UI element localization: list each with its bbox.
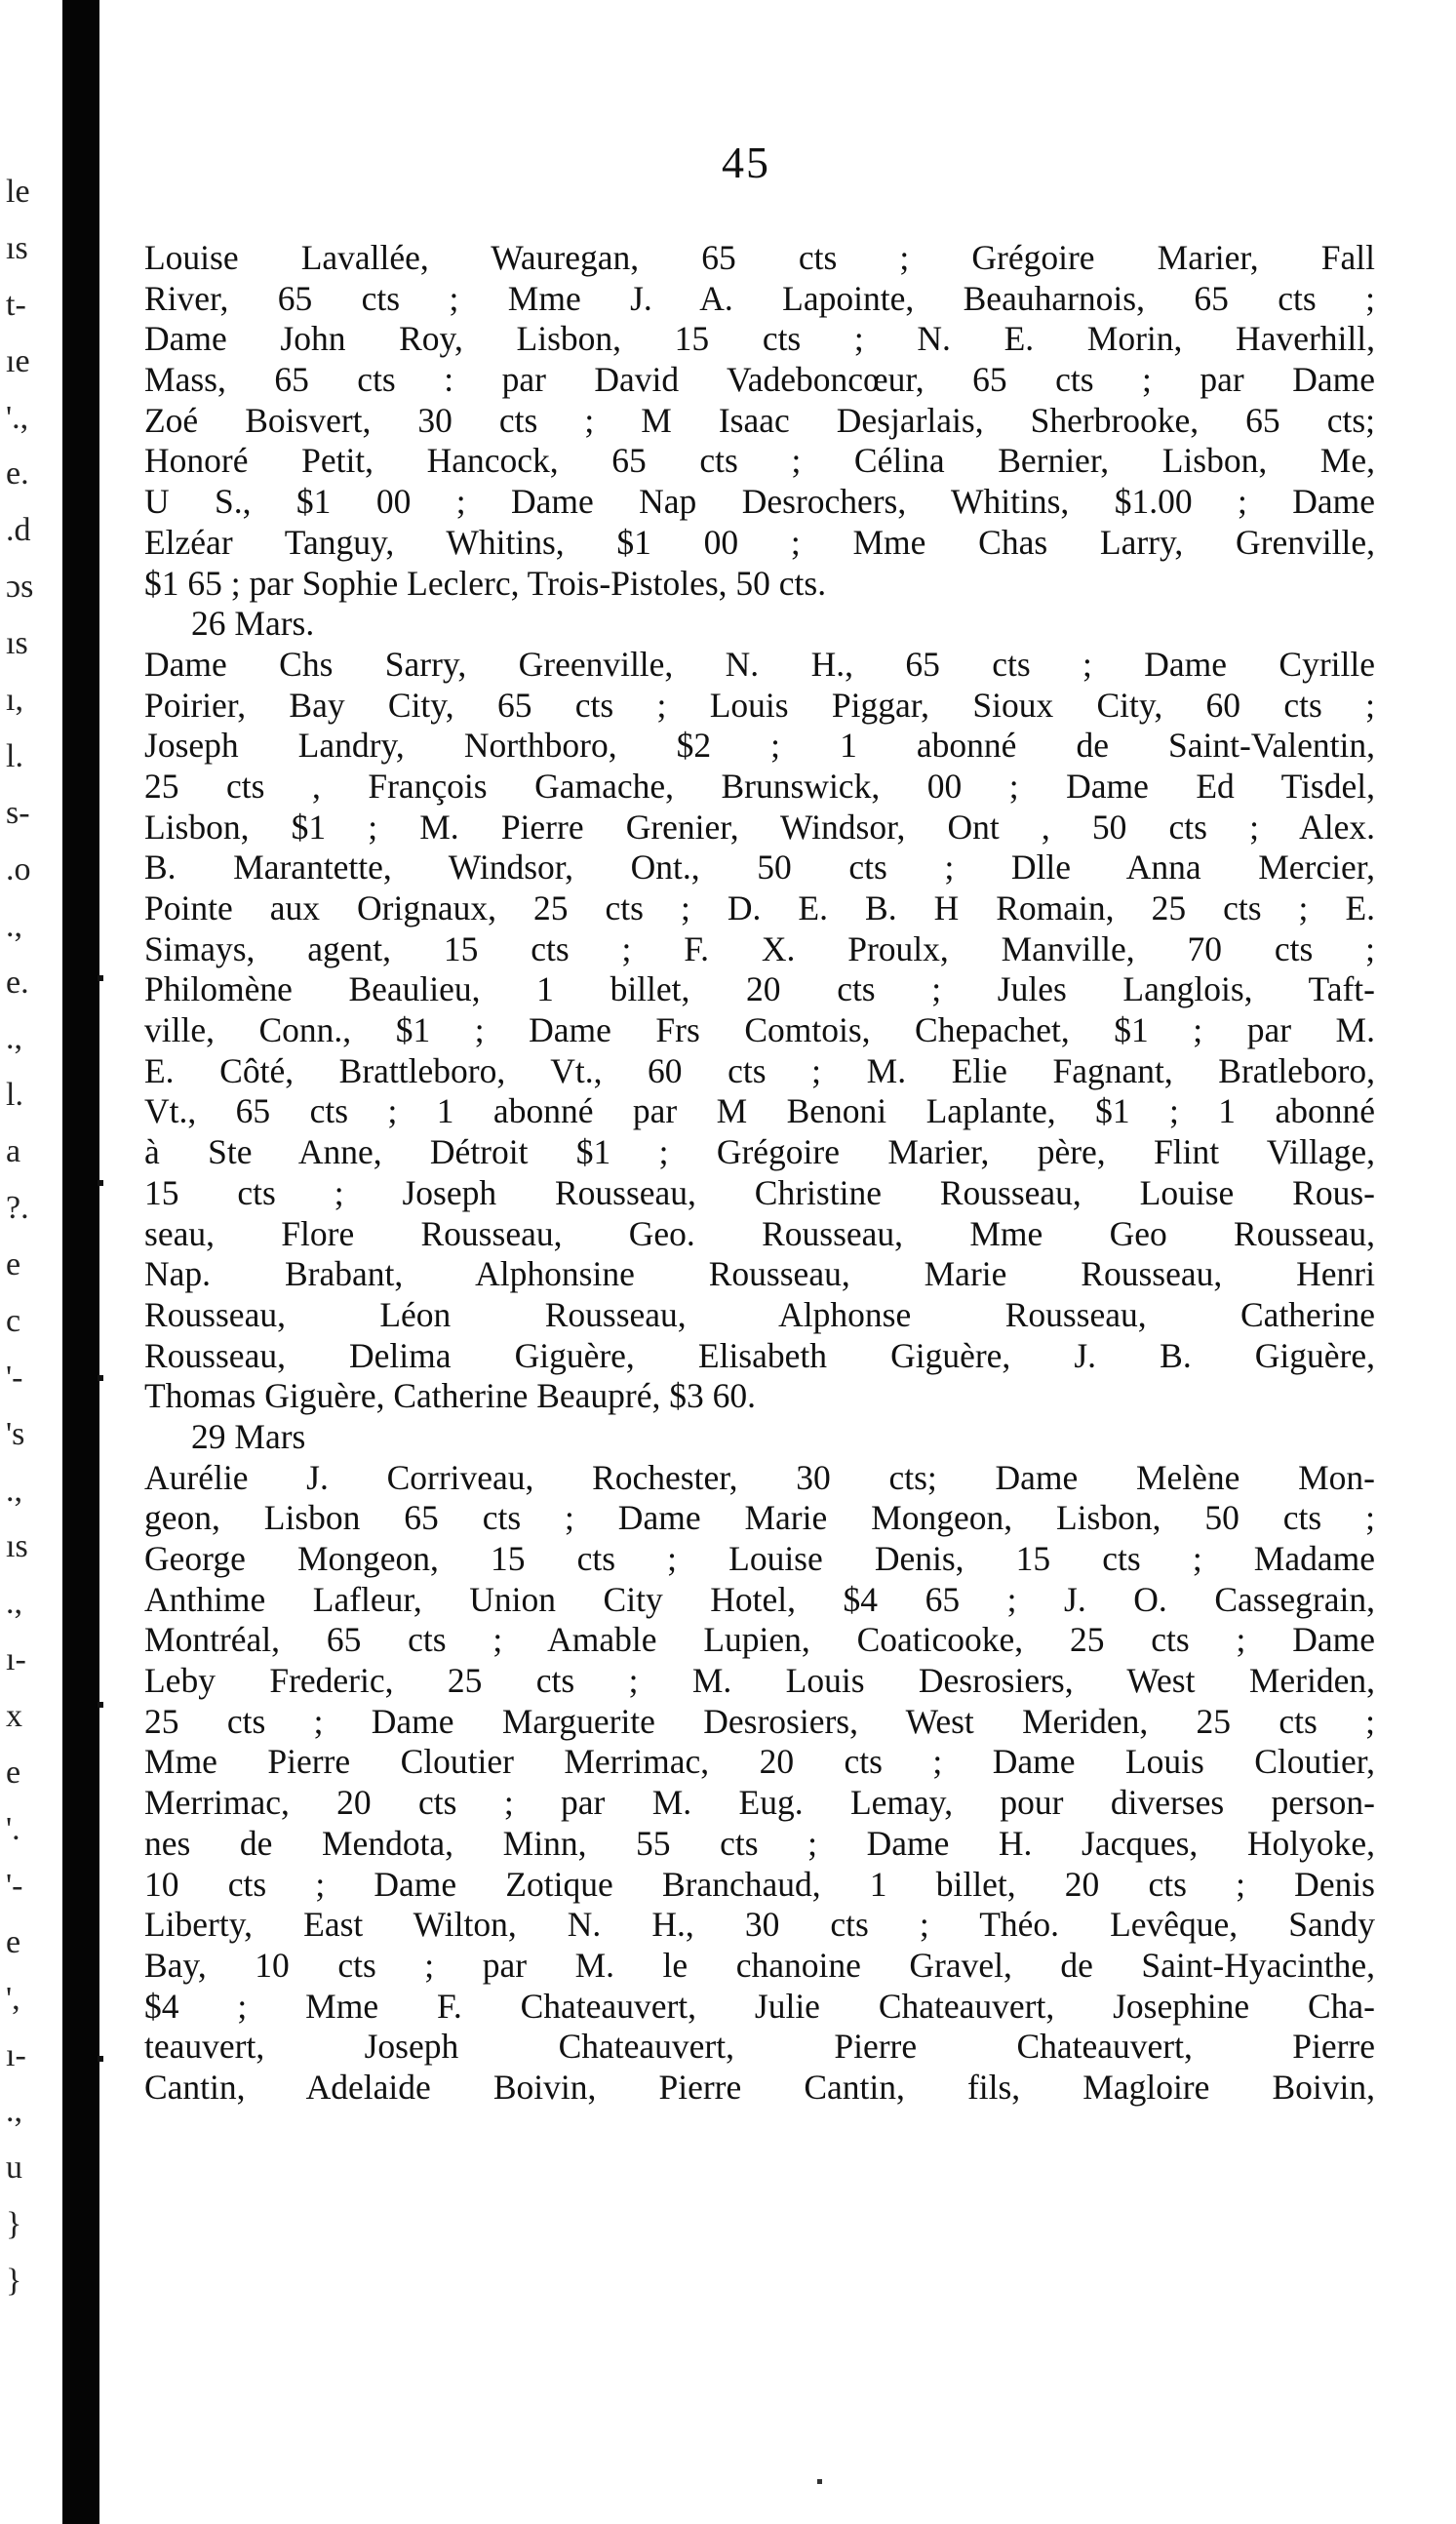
text-line: Cantin, Adelaide Boivin, Pierre Cantin, fils, Magloire Boivin, xyxy=(144,2067,1375,2107)
text-line: Zoé Boisvert, 30 cts ; M Isaac Desjarlais, Sherbrooke, 65 cts; xyxy=(144,400,1375,440)
text-line: Dame Chs Sarry, Greenville, N. H., 65 cts ; Dame Cyrille xyxy=(144,644,1375,684)
text-line: Aurélie J. Corriveau, Rochester, 30 cts; Dame Melène Mon- xyxy=(144,1457,1375,1497)
margin-fragment: s- xyxy=(6,795,30,831)
margin-fragment: .o xyxy=(6,851,31,887)
text-line: Dame John Roy, Lisbon, 15 cts ; N. E. Morin, Haverhill, xyxy=(144,319,1375,359)
text-line: George Mongeon, 15 cts ; Louise Denis, 15 cts ; Madame xyxy=(144,1539,1375,1578)
text-line: B. Marantette, Windsor, Ont., 50 cts ; Dlle Anna Mercier, xyxy=(144,848,1375,887)
margin-fragment: } xyxy=(6,2263,22,2299)
margin-fragment: ., xyxy=(6,2093,22,2129)
margin-fragment: ɔs xyxy=(6,569,34,605)
margin-fragment: ., xyxy=(6,1473,22,1509)
text-line: U S., $1 00 ; Dame Nap Desrochers, Whitins, $1.00 ; Dame xyxy=(144,482,1375,522)
text-line: Thomas Giguère, Catherine Beaupré, $3 60. xyxy=(144,1376,756,1416)
margin-fragment: ı- xyxy=(6,2037,26,2073)
margin-fragment: x xyxy=(6,1698,22,1734)
text-line: River, 65 cts ; Mme J. A. Lapointe, Beauharnois, 65 cts ; xyxy=(144,278,1375,318)
text-line: Rousseau, Delima Giguère, Elisabeth Giguère, J. B. Giguère, xyxy=(144,1335,1375,1375)
text-line: Liberty, East Wilton, N. H., 30 cts ; Théo. Levêque, Sandy xyxy=(144,1905,1375,1945)
margin-fragment: '- xyxy=(6,1868,23,1904)
text-line: Leby Frederic, 25 cts ; M. Louis Desrosiers, West Meriden, xyxy=(144,1661,1375,1701)
margin-fragment: l. xyxy=(6,1077,23,1113)
text-line: seau, Flore Rousseau, Geo. Rousseau, Mme Geo Rousseau, xyxy=(144,1213,1375,1253)
text-line: Lisbon, $1 ; M. Pierre Grenier, Windsor, Ont , 50 cts ; Alex. xyxy=(144,807,1375,847)
text-line: 25 cts , François Gamache, Brunswick, 00 ; Dame Ed Tisdel, xyxy=(144,766,1375,806)
margin-fragment: 's xyxy=(6,1416,25,1452)
margin-fragment: ıs xyxy=(6,1528,28,1564)
margin-fragment: e. xyxy=(6,965,29,1001)
margin-fragment: ., xyxy=(6,1585,22,1621)
margin-fragment: e xyxy=(6,1755,21,1791)
text-line: Honoré Petit, Hancock, 65 cts ; Célina Bernier, Lisbon, Me, xyxy=(144,441,1375,481)
text-line: 25 cts ; Dame Marguerite Desrosiers, West Meriden, 25 cts ; xyxy=(144,1701,1375,1741)
margin-fragment: ', xyxy=(6,1981,20,2017)
margin-fragment: } xyxy=(6,2206,22,2242)
margin-fragment: ?. xyxy=(6,1190,29,1226)
text-line: Anthime Lafleur, Union City Hotel, $4 65 ; J. O. Cassegrain, xyxy=(144,1579,1375,1619)
text-line: Pointe aux Orignaux, 25 cts ; D. E. B. H Romain, 25 cts ; E. xyxy=(144,888,1375,927)
text-line: Montréal, 65 cts ; Amable Lupien, Coaticooke, 25 cts ; Dame xyxy=(144,1620,1375,1660)
margin-fragment: '. xyxy=(6,1811,20,1847)
text-line: ville, Conn., $1 ; Dame Frs Comtois, Chepachet, $1 ; par M. xyxy=(144,1010,1375,1050)
text-line: geon, Lisbon 65 cts ; Dame Marie Mongeon, Lisbon, 50 cts ; xyxy=(144,1498,1375,1538)
text-line: E. Côté, Brattleboro, Vt., 60 cts ; M. Elie Fagnant, Bratleboro, xyxy=(144,1050,1375,1090)
facing-page-margin-fragments xyxy=(0,176,68,2321)
text-line: à Ste Anne, Détroit $1 ; Grégoire Marier, père, Flint Village, xyxy=(144,1132,1375,1172)
text-line: Mass, 65 cts : par David Vadeboncœur, 65 cts ; par Dame xyxy=(144,360,1375,400)
margin-fragment: e xyxy=(6,1246,21,1282)
margin-fragment: c xyxy=(6,1303,21,1339)
margin-fragment: a xyxy=(6,1133,21,1169)
date-heading: 26 Mars. xyxy=(191,604,315,644)
margin-fragment: '- xyxy=(6,1360,23,1396)
margin-fragment: le xyxy=(6,174,30,210)
text-line: Nap. Brabant, Alphonsine Rousseau, Marie Rousseau, Henri xyxy=(144,1254,1375,1294)
margin-fragment: ., xyxy=(6,1020,22,1056)
donation-list-text xyxy=(144,238,1375,2109)
margin-fragment: ı, xyxy=(6,682,23,718)
text-line: Joseph Landry, Northboro, $2 ; 1 abonné de Saint-Valentin, xyxy=(144,726,1375,766)
text-line: Bay, 10 cts ; par M. le chanoine Gravel, de Saint-Hyacinthe, xyxy=(144,1945,1375,1985)
margin-fragment: .d xyxy=(6,512,31,548)
text-line: teauvert, Joseph Chateauvert, Pierre Chateauvert, Pierre xyxy=(144,2027,1375,2067)
text-line: Simays, agent, 15 cts ; F. X. Proulx, Manville, 70 cts ; xyxy=(144,928,1375,968)
margin-fragment: ı- xyxy=(6,1641,26,1677)
text-line: $4 ; Mme F. Chateauvert, Julie Chateauvert, Josephine Cha- xyxy=(144,1986,1375,2026)
text-line: Merrimac, 20 cts ; par M. Eug. Lemay, pour diverses person- xyxy=(144,1783,1375,1823)
margin-fragment: e. xyxy=(6,455,29,492)
margin-fragment: e xyxy=(6,1924,21,1960)
text-line: Poirier, Bay City, 65 cts ; Louis Piggar, Sioux City, 60 cts ; xyxy=(144,685,1375,725)
text-line: $1 65 ; par Sophie Leclerc, Trois-Pistoles, 50 cts. xyxy=(144,563,827,603)
paper-speck xyxy=(817,2479,822,2484)
text-line: Rousseau, Léon Rousseau, Alphonse Rousseau, Catherine xyxy=(144,1294,1375,1334)
text-line: Vt., 65 cts ; 1 abonné par M Benoni Laplante, $1 ; 1 abonné xyxy=(144,1091,1375,1131)
text-line: Philomène Beaulieu, 1 billet, 20 cts ; Jules Langlois, Taft- xyxy=(144,969,1375,1009)
text-line: 15 cts ; Joseph Rousseau, Christine Rousseau, Louise Rous- xyxy=(144,1172,1375,1212)
margin-fragment: ıs xyxy=(6,230,28,266)
margin-fragment: u xyxy=(6,2149,22,2186)
date-heading: 29 Mars xyxy=(191,1416,306,1456)
text-line: Mme Pierre Cloutier Merrimac, 20 cts ; Dame Louis Cloutier, xyxy=(144,1742,1375,1782)
margin-fragment: '., xyxy=(6,400,29,436)
page-number: 45 xyxy=(722,138,770,187)
margin-fragment: t- xyxy=(6,287,26,323)
text-line: Elzéar Tanguy, Whitins, $1 00 ; Mme Chas Larry, Grenville, xyxy=(144,522,1375,562)
margin-fragment: ., xyxy=(6,908,22,944)
text-line: nes de Mendota, Minn, 55 cts ; Dame H. Jacques, Holyoke, xyxy=(144,1823,1375,1863)
text-line: 10 cts ; Dame Zotique Branchaud, 1 billet, 20 cts ; Denis xyxy=(144,1864,1375,1904)
margin-fragment: ıs xyxy=(6,625,28,661)
text-line: Louise Lavallée, Wauregan, 65 cts ; Grégoire Marier, Fall xyxy=(144,238,1375,277)
margin-fragment: l. xyxy=(6,738,23,774)
margin-fragment: ıe xyxy=(6,343,30,379)
